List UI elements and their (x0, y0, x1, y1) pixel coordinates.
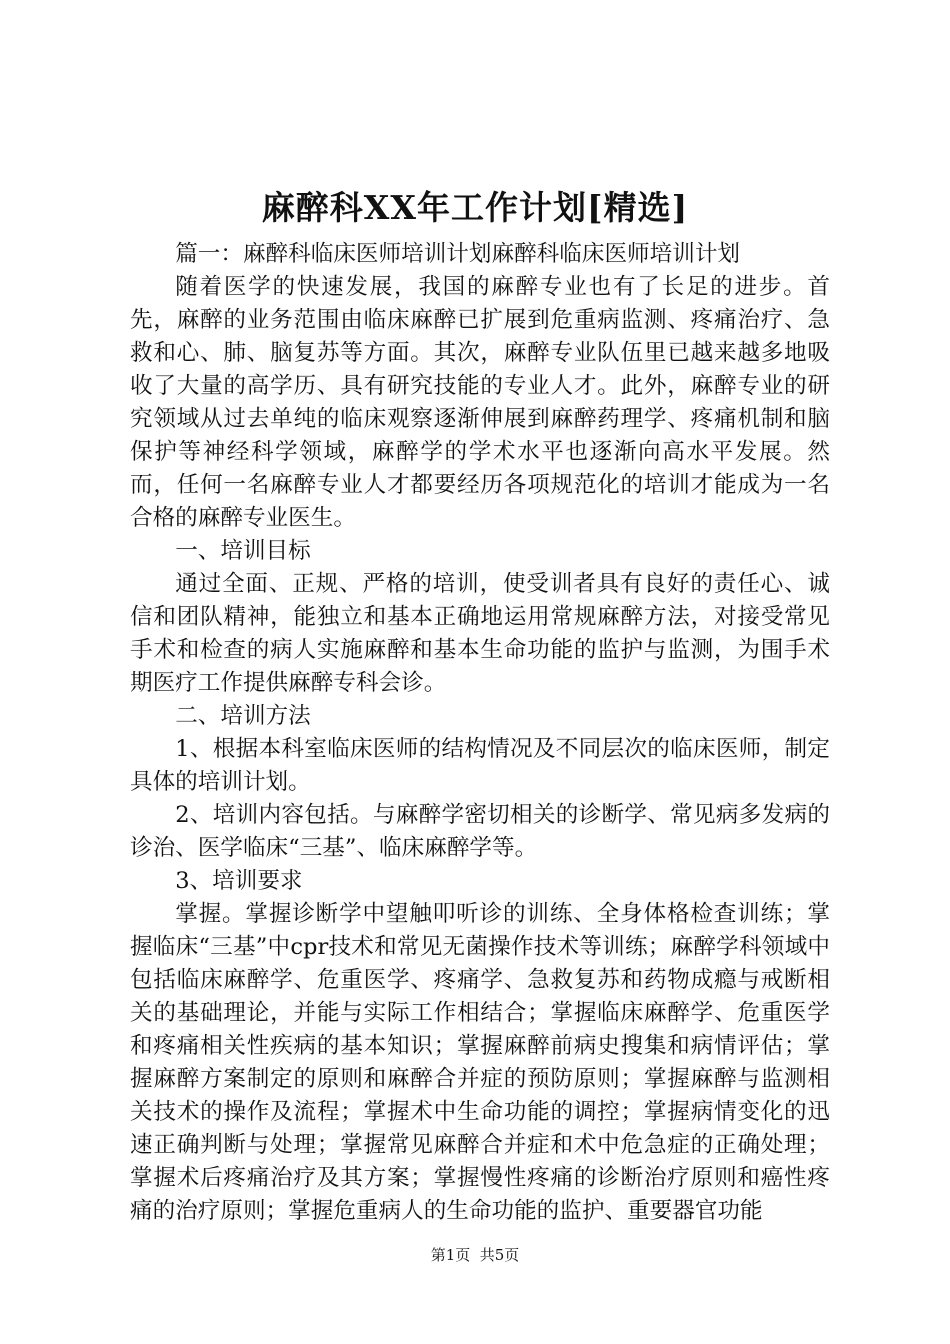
paragraph-goals: 通过全面、正规、严格的培训，使受训者具有良好的责任心、诚信和团队精神，能独立和基本正确地运用常规麻醉方法，对接受常见手术和检查的病人实施麻醉和基本生命功能的监护与监测，为围手术期医疗工作提供麻醉专科会诊。 (130, 571, 830, 696)
section-heading-goals: 一、培训目标 (175, 538, 311, 564)
paragraph-requirements: 掌握。掌握诊断学中望触叩听诊的训练、全身体格检查训练；掌握临床“三基”中cpr技术和常见无菌操作技术等训练；麻醉学科领域中包括临床麻醉学、危重医学、疼痛学、急救复苏和药物成瘾与戒断相关的基础理论，并能与实际工作相结合；掌握临床麻醉学、危重医学和疼痛相关性疾病的基本知识；掌握麻醉前病史搜集和病情评估；掌握麻醉方案制定的原则和麻醉合并症的预防原则；掌握麻醉与监测相关技术的操作及流程；掌握术中生命功能的调控；掌握病情变化的迅速正确判断与处理；掌握常见麻醉合并症和术中危急症的正确处理；掌握术后疼痛治疗及其方案；掌握慢性疼痛的诊断治疗原则和癌性疼痛的治疗原则；掌握危重病人的生命功能的监护、重要器官功能 (130, 901, 830, 1224)
section-heading-methods: 二、培训方法 (175, 703, 311, 729)
paragraph-method-1: 1、根据本科室临床医师的结构情况及不同层次的临床医师，制定具体的培训计划。 (130, 736, 830, 795)
paragraph-method-3-heading: 3、培训要求 (175, 868, 303, 894)
page-number: 第1页 共5页 (430, 1246, 520, 1264)
page-footer (0, 1245, 950, 1265)
document-title: 麻醉科XX年工作计划[精选] (261, 188, 689, 227)
document-body (130, 238, 830, 1228)
paragraph-method-2: 2、培训内容包括。与麻醉学密切相关的诊断学、常见病多发病的诊治、医学临床“三基”、临床麻醉学等。 (130, 802, 830, 861)
paragraph-chapter-heading: 篇一：麻醉科临床医师培训计划麻醉科临床医师培训计划 (175, 241, 741, 267)
paragraph-intro: 随着医学的快速发展，我国的麻醉专业也有了长足的进步。首先，麻醉的业务范围由临床麻醉已扩展到危重病监测、疼痛治疗、急救和心、肺、脑复苏等方面。其次，麻醉专业队伍里已越来越多地吸收了大量的高学历、具有研究技能的专业人才。此外，麻醉专业的研究领域从过去单纯的临床观察逐渐伸展到麻醉药理学、疼痛机制和脑保护等神经科学领域，麻醉学的学术水平也逐渐向高水平发展。然而，任何一名麻醉专业人才都要经历各项规范化的培训才能成为一名合格的麻醉专业医生。 (130, 274, 830, 531)
